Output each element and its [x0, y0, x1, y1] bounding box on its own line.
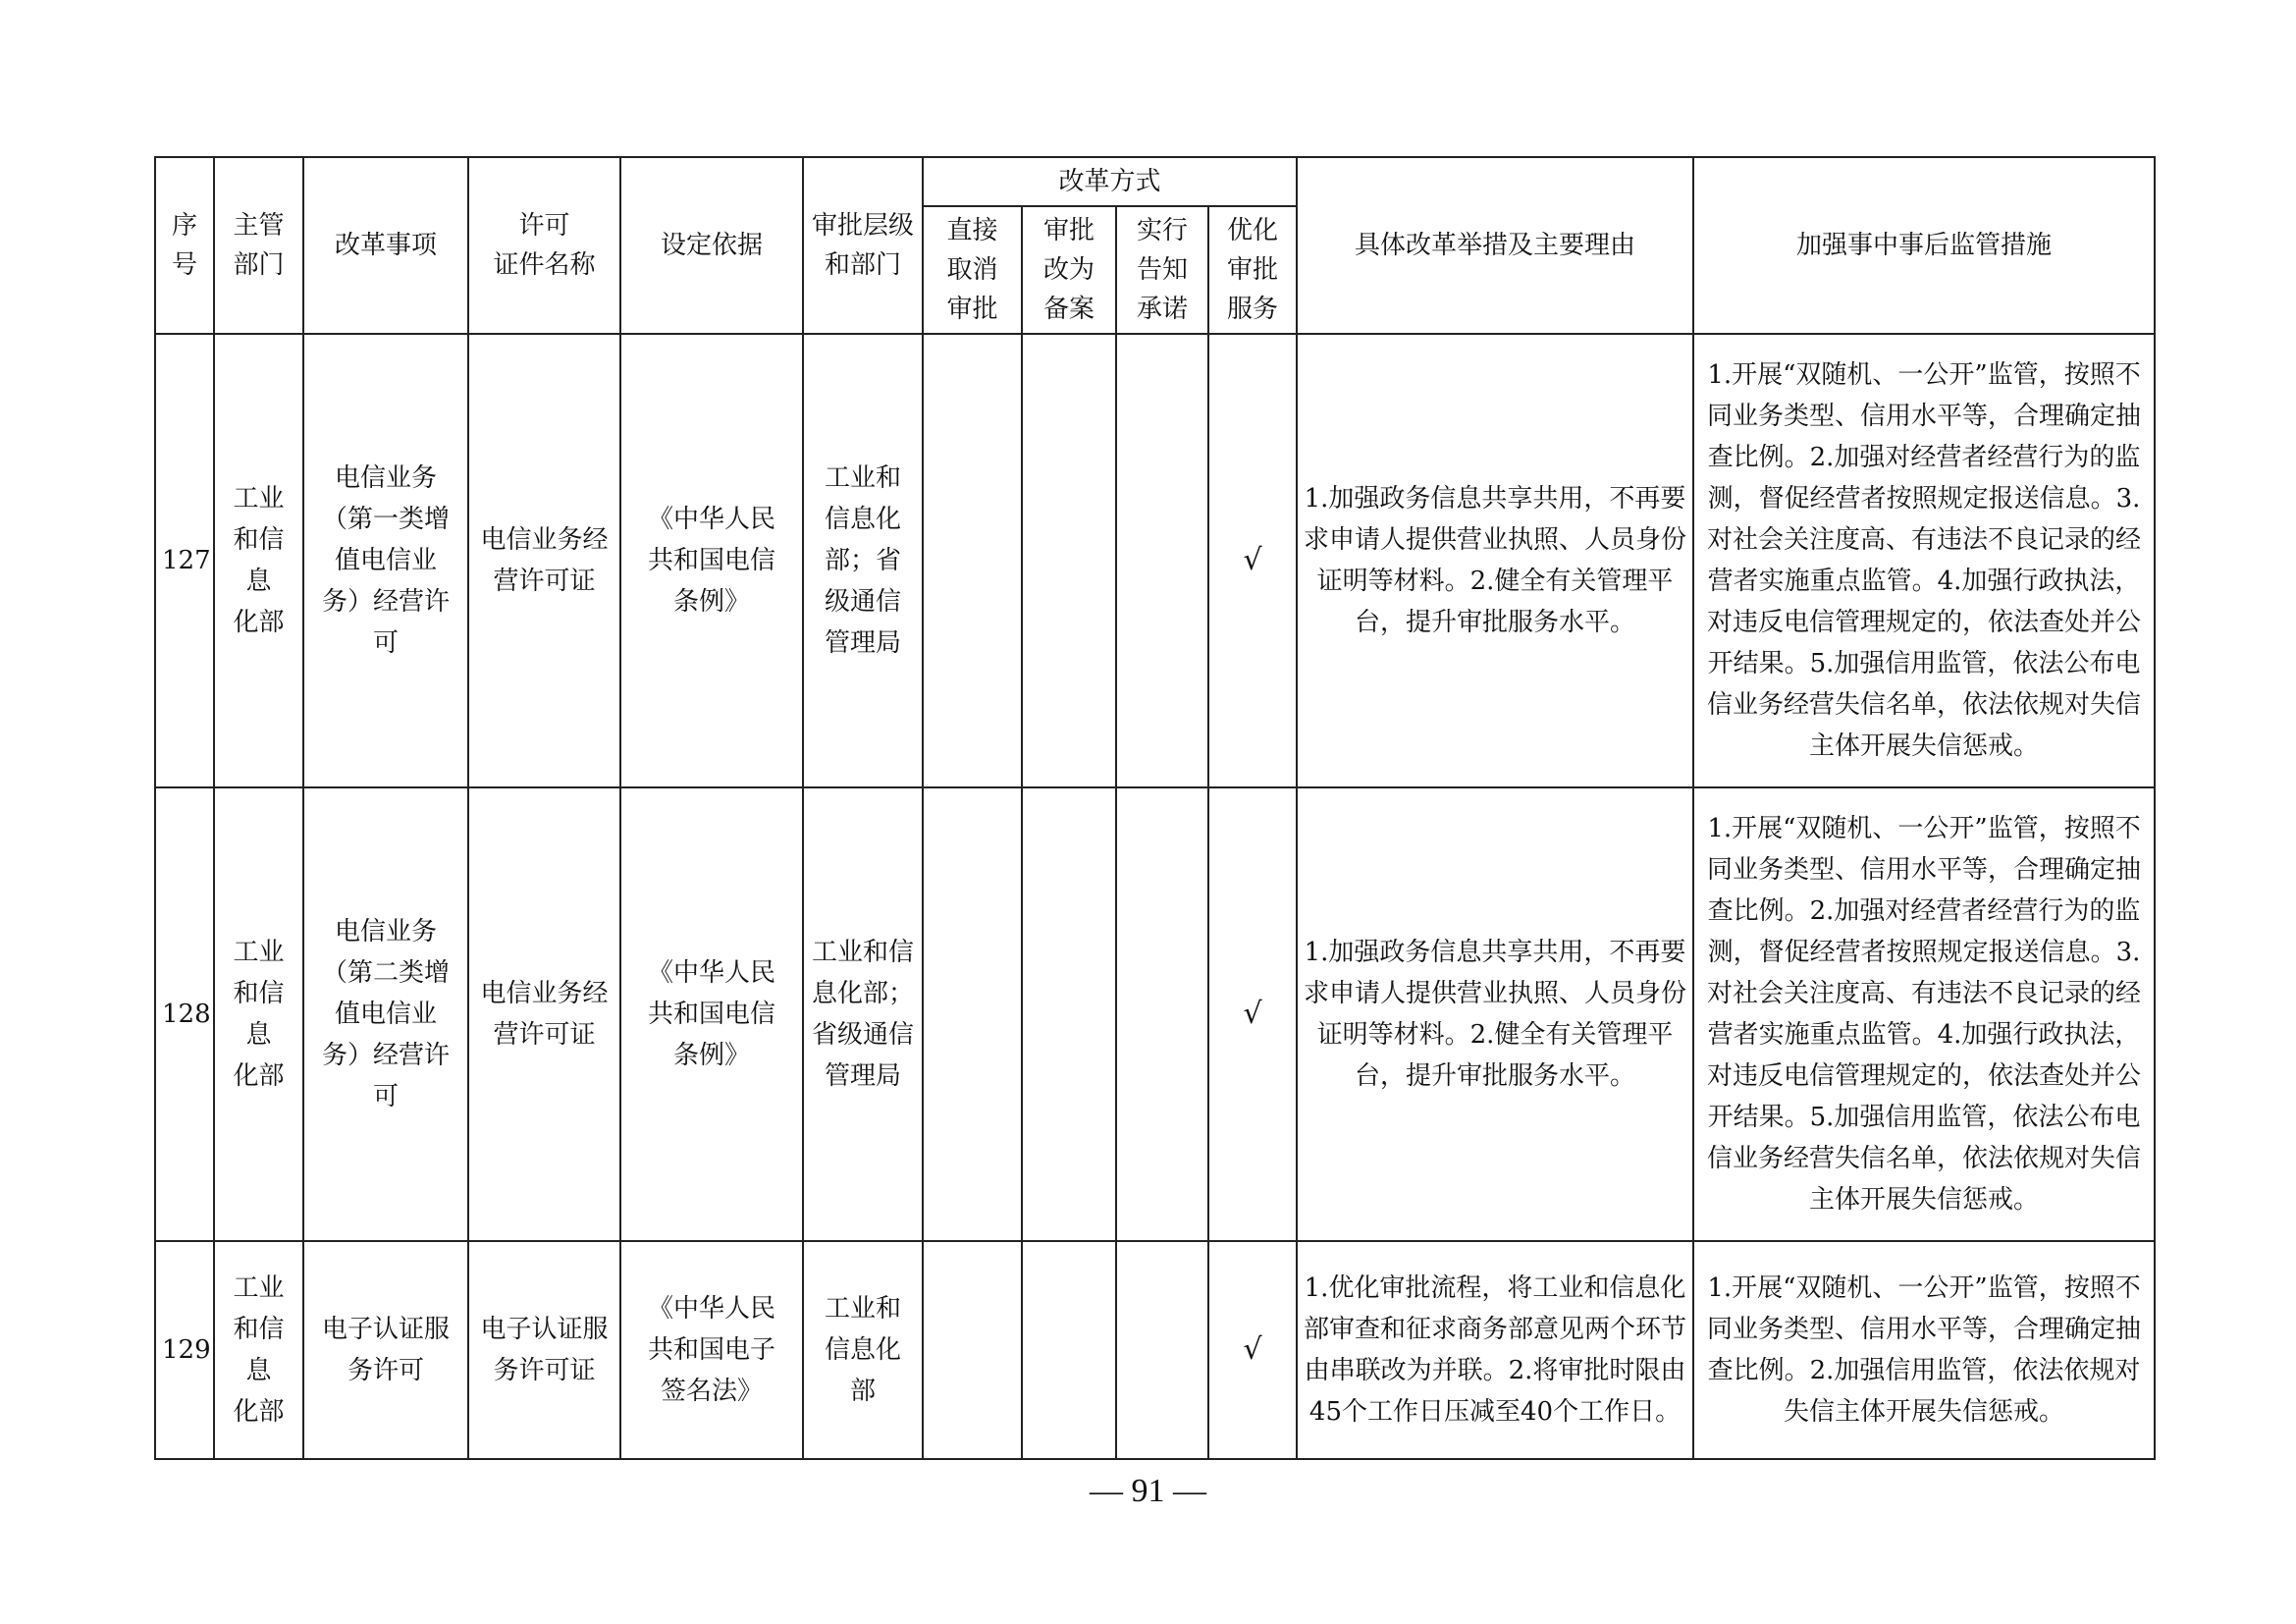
check-mark: √ — [1243, 542, 1262, 577]
cell-item: 电信业务 （第二类增 值电信业 务）经营许 可 — [303, 787, 468, 1241]
cell-seq: 127 — [155, 334, 214, 787]
check-mark: √ — [1243, 1331, 1262, 1367]
cell-mode-optimize — [1208, 787, 1297, 1241]
cell-level: 工业和 信息化 部 — [803, 1241, 923, 1459]
header-dept: 主管 部门 — [214, 157, 303, 334]
header-mode-optimize: 优化 审批 服务 — [1208, 206, 1297, 334]
cell-mode-filing — [1022, 334, 1116, 787]
header-item: 改革事项 — [303, 157, 468, 334]
cell-supervision: 1.开展“双随机、一公开”监管，按照不同业务类型、信用水平等，合理确定抽查比例。2.加强对经营者经营行为的监测，督促经营者按照规定报送信息。3.对社会关注度高、有违法不良记录的经营者实施重点监管。4.加强行政执法，对违反电信管理规定的，依法查处并公开结果。5.加强信用监管，依法公布电信业务经营失信名单，依法依规对失信主体开展失信惩戒。 — [1693, 334, 2155, 787]
header-reform-mode: 改革方式 — [923, 157, 1297, 206]
header-mode-notify: 实行 告知 承诺 — [1116, 206, 1208, 334]
cell-mode-optimize — [1208, 1241, 1297, 1459]
cell-license: 电信业务经 营许可证 — [468, 334, 620, 787]
cell-dept: 工业 和信息 化部 — [214, 1241, 303, 1459]
table-row — [155, 787, 2155, 1241]
cell-basis: 《中华人民 共和国电信 条例》 — [620, 787, 803, 1241]
cell-supervision: 1.开展“双随机、一公开”监管，按照不同业务类型、信用水平等，合理确定抽查比例。2.加强信用监管，依法依规对失信主体开展失信惩戒。 — [1693, 1241, 2155, 1459]
cell-measures: 1.加强政务信息共享共用，不再要求申请人提供营业执照、人员身份证明等材料。2.健全有关管理平台，提升审批服务水平。 — [1297, 787, 1693, 1241]
cell-item: 电子认证服 务许可 — [303, 1241, 468, 1459]
cell-supervision: 1.开展“双随机、一公开”监管，按照不同业务类型、信用水平等，合理确定抽查比例。2.加强对经营者经营行为的监测，督促经营者按照规定报送信息。3.对社会关注度高、有违法不良记录的经营者实施重点监管。4.加强行政执法，对违反电信管理规定的，依法查处并公开结果。5.加强信用监管，依法公布电信业务经营失信名单，依法依规对失信主体开展失信惩戒。 — [1693, 787, 2155, 1241]
cell-measures: 1.加强政务信息共享共用，不再要求申请人提供营业执照、人员身份证明等材料。2.健全有关管理平台，提升审批服务水平。 — [1297, 334, 1693, 787]
cell-mode-notify — [1116, 1241, 1208, 1459]
cell-dept: 工业 和信息 化部 — [214, 787, 303, 1241]
check-mark: √ — [1243, 996, 1262, 1031]
cell-mode-notify — [1116, 334, 1208, 787]
cell-mode-cancel — [923, 334, 1022, 787]
reform-table — [154, 156, 2156, 1460]
header-license: 许可 证件名称 — [468, 157, 620, 334]
cell-dept: 工业 和信息 化部 — [214, 334, 303, 787]
cell-seq: 129 — [155, 1241, 214, 1459]
cell-mode-cancel — [923, 787, 1022, 1241]
cell-seq: 128 — [155, 787, 214, 1241]
cell-level: 工业和信 息化部； 省级通信 管理局 — [803, 787, 923, 1241]
table-row — [155, 1241, 2155, 1459]
header-measures: 具体改革举措及主要理由 — [1297, 157, 1693, 334]
cell-measures: 1.优化审批流程，将工业和信息化部审查和征求商务部意见两个环节由串联改为并联。2.将审批时限由45个工作日压减至40个工作日。 — [1297, 1241, 1693, 1459]
cell-basis: 《中华人民 共和国电子 签名法》 — [620, 1241, 803, 1459]
cell-mode-notify — [1116, 787, 1208, 1241]
cell-basis: 《中华人民 共和国电信 条例》 — [620, 334, 803, 787]
header-mode-cancel: 直接 取消 审批 — [923, 206, 1022, 334]
cell-mode-filing — [1022, 787, 1116, 1241]
cell-license: 电子认证服 务许可证 — [468, 1241, 620, 1459]
page-number: — 91 — — [1090, 1473, 1206, 1509]
header-level: 审批层级 和部门 — [803, 157, 923, 334]
header-mode-filing: 审批 改为 备案 — [1022, 206, 1116, 334]
header-supervision: 加强事中事后监管措施 — [1693, 157, 2155, 334]
header-basis: 设定依据 — [620, 157, 803, 334]
cell-mode-optimize — [1208, 334, 1297, 787]
header-seq: 序 号 — [155, 157, 214, 334]
cell-license: 电信业务经 营许可证 — [468, 787, 620, 1241]
cell-item: 电信业务 （第一类增 值电信业 务）经营许 可 — [303, 334, 468, 787]
cell-level: 工业和 信息化 部；省 级通信 管理局 — [803, 334, 923, 787]
cell-mode-filing — [1022, 1241, 1116, 1459]
table-row — [155, 334, 2155, 787]
cell-mode-cancel — [923, 1241, 1022, 1459]
